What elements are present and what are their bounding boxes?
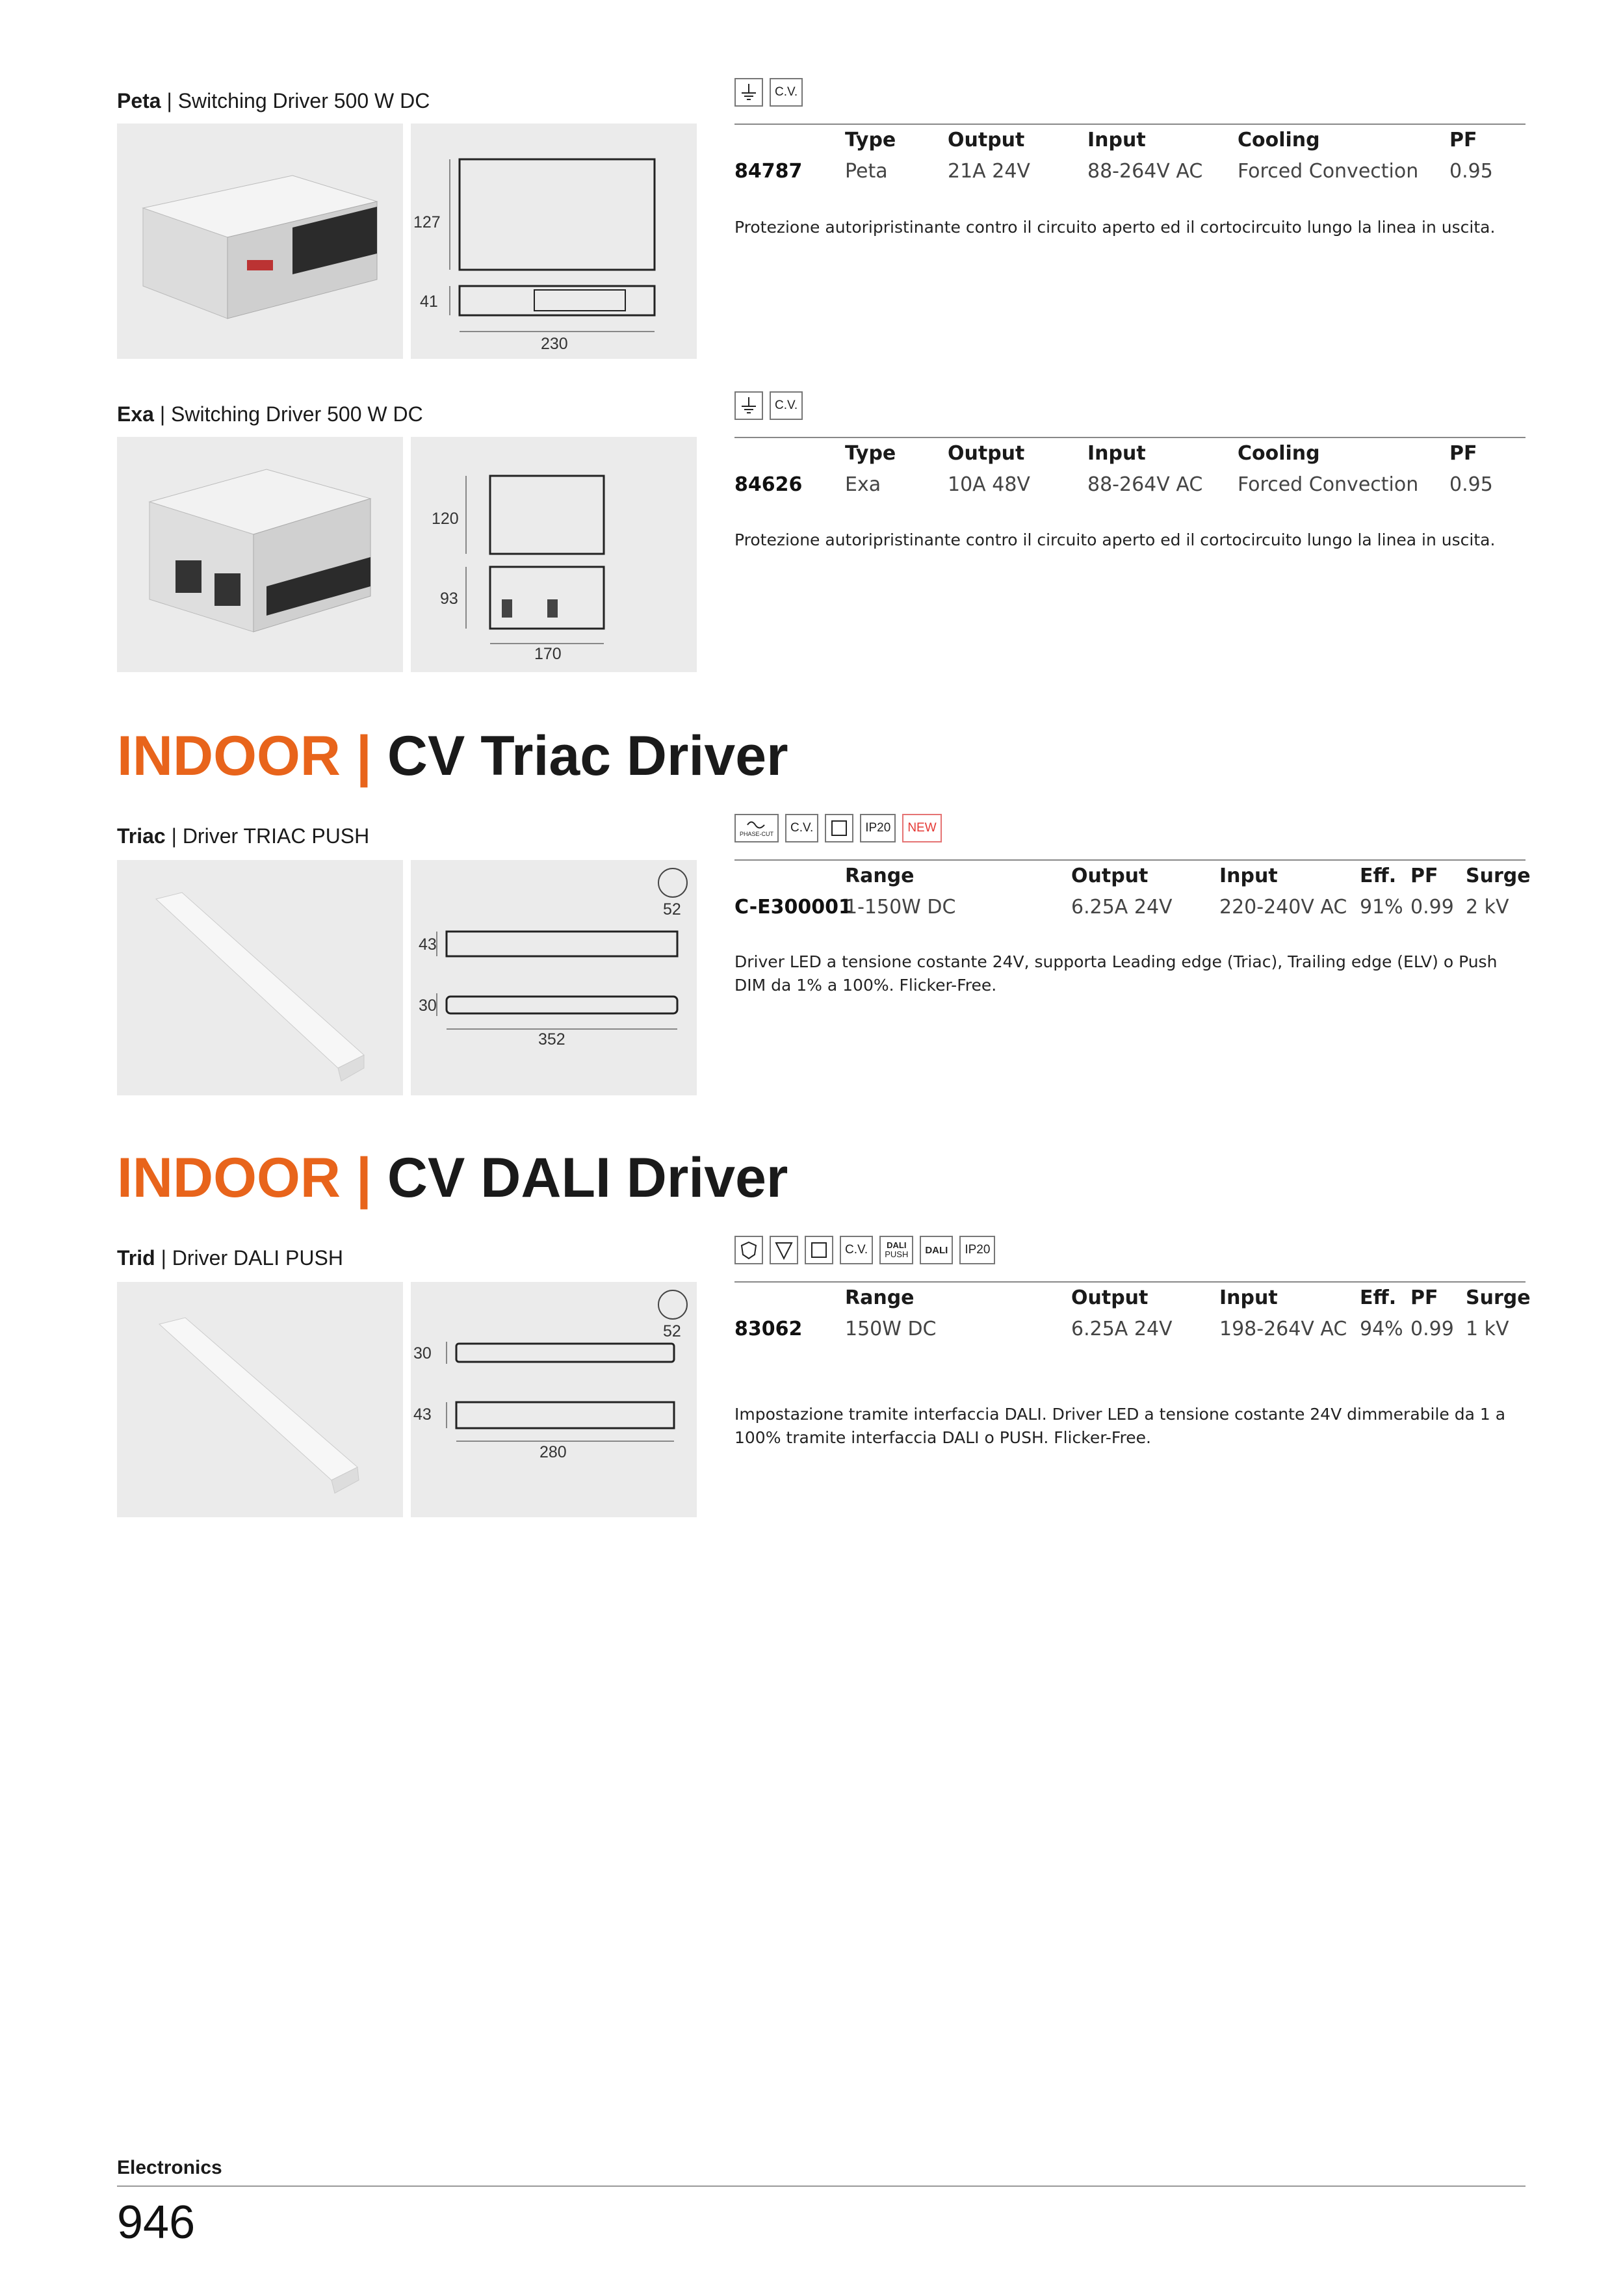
phase-cut-icon	[734, 814, 779, 842]
cv-badge: C.V.	[770, 78, 803, 107]
dim-depth: 43	[413, 1405, 432, 1424]
table-cell: 88-264V AC	[1087, 160, 1203, 183]
cv-badge: C.V.	[840, 1236, 873, 1264]
new-badge: NEW	[902, 814, 941, 842]
section-prefix: INDOOR |	[117, 1147, 372, 1209]
table-cell: Forced Convection	[1238, 473, 1419, 496]
divider	[734, 1281, 1526, 1283]
product-subtitle: Driver DALI PUSH	[172, 1246, 343, 1270]
dimension-drawing	[411, 124, 697, 359]
product-subtitle: Driver TRIAC PUSH	[182, 824, 370, 848]
cv-badge: C.V.	[785, 814, 818, 842]
dim-height: 127	[413, 213, 441, 231]
section-prefix: INDOOR |	[117, 725, 372, 787]
cert-icons	[734, 1236, 995, 1267]
col-header: Eff.	[1360, 865, 1397, 887]
product-name: Triac	[117, 824, 166, 848]
psu-photo-illustration	[117, 124, 403, 359]
product-subtitle: Switching Driver 500 W DC	[177, 89, 430, 112]
table-cell: 198-264V AC	[1219, 1318, 1347, 1340]
product-title: Peta | Switching Driver 500 W DC	[117, 89, 430, 112]
table-cell: 0.95	[1449, 160, 1493, 183]
ip-rating-badge: IP20	[959, 1236, 995, 1264]
cert-icons	[734, 814, 942, 845]
col-header: PF	[1449, 442, 1477, 465]
product-code: 84787	[734, 160, 803, 183]
col-header: Eff.	[1360, 1286, 1397, 1309]
table-cell: 1-150W DC	[845, 896, 956, 919]
dimension-drawing	[411, 1282, 697, 1517]
cert-icons	[734, 391, 803, 423]
table-cell: Exa	[845, 473, 881, 496]
footer-category: Electronics	[117, 2157, 222, 2178]
ground-icon	[734, 391, 763, 420]
product-photo	[117, 860, 403, 1095]
ip-rating-badge: IP20	[860, 814, 896, 842]
col-header: PF	[1449, 129, 1477, 151]
col-header: Input	[1219, 1286, 1278, 1309]
table-cell: 21A 24V	[948, 160, 1030, 183]
col-header: Surge	[1466, 865, 1531, 887]
col-header: Type	[845, 442, 896, 465]
driver-photo-illustration	[117, 1282, 403, 1517]
table-cell: 10A 48V	[948, 473, 1030, 496]
product-description: Protezione autoripristinante contro il circuito aperto ed il cortocircuito lungo la linea in uscita.	[734, 530, 1496, 549]
product-subtitle: Switching Driver 500 W DC	[171, 402, 423, 426]
col-header: Cooling	[1238, 442, 1320, 465]
product-code: C-E300001	[734, 896, 852, 919]
dimension-drawing	[411, 437, 697, 672]
product-photo	[117, 437, 403, 672]
col-header: PF	[1410, 1286, 1438, 1309]
col-header: Output	[948, 129, 1025, 151]
dim-depth: 93	[440, 590, 458, 608]
section-heading	[117, 724, 788, 789]
col-header: Cooling	[1238, 129, 1320, 151]
col-header: Input	[1219, 865, 1278, 887]
dimension-diagram	[411, 437, 697, 672]
dim-width: 352	[538, 1030, 565, 1049]
ground-icon	[734, 78, 763, 107]
divider	[734, 124, 1526, 125]
product-name: Trid	[117, 1246, 155, 1270]
divider	[734, 859, 1526, 861]
table-cell: 150W DC	[845, 1318, 937, 1340]
table-cell: 2 kV	[1466, 896, 1509, 919]
col-header: Input	[1087, 442, 1146, 465]
dim-depth: 30	[419, 997, 437, 1015]
dimension-diagram	[411, 124, 697, 359]
cv-badge: C.V.	[770, 391, 803, 420]
product-description: Driver LED a tensione costante 24V, supporta Leading edge (Triac), Trailing edge (ELV) o Push DIM da 1% a 100%. Flicker-Free.	[734, 952, 1498, 995]
driver-photo-illustration	[117, 860, 403, 1095]
col-header: Output	[948, 442, 1025, 465]
col-header: Type	[845, 129, 896, 151]
col-header: Range	[845, 1286, 915, 1309]
table-cell: 220-240V AC	[1219, 896, 1347, 919]
table-cell: 0.99	[1410, 1318, 1454, 1340]
table-cell: 0.95	[1449, 473, 1493, 496]
table-cell: 91%	[1360, 896, 1403, 919]
table-cell: 94%	[1360, 1318, 1403, 1340]
product-photo	[117, 124, 403, 359]
class-ii-icon	[805, 1236, 833, 1264]
col-header: Output	[1071, 865, 1149, 887]
col-header: PF	[1410, 865, 1438, 887]
dimension-diagram	[411, 1282, 697, 1517]
product-code: 84626	[734, 473, 803, 496]
dimming-icon	[658, 868, 687, 897]
dimension-diagram	[411, 860, 697, 1095]
dimming-icon	[658, 1290, 687, 1319]
dali-badge: DALI	[920, 1236, 953, 1264]
dim-height: 120	[432, 510, 459, 528]
temperature-100-icon	[770, 1236, 798, 1264]
dim-width: 280	[539, 1443, 567, 1461]
product-title: Triac | Driver TRIAC PUSH	[117, 824, 370, 848]
page-number: 946	[117, 2197, 196, 2249]
table-cell: Peta	[845, 160, 888, 183]
phase-cut-label: PHASE-CUT	[740, 831, 774, 837]
table-cell: 1 kV	[1466, 1318, 1509, 1340]
col-header: Range	[845, 865, 915, 887]
dim-height: 30	[413, 1344, 432, 1363]
section-heading	[117, 1145, 788, 1210]
divider	[734, 437, 1526, 438]
shield-icon	[734, 1236, 763, 1264]
table-cell: 88-264V AC	[1087, 473, 1203, 496]
dimension-drawing	[411, 860, 697, 1095]
product-description: Impostazione tramite interfaccia DALI. Driver LED a tensione costante 24V dimmerabile da 1 a 100% tramite interfaccia DALI o PUSH. Flicker-Free.	[734, 1405, 1506, 1447]
footer-divider	[117, 2185, 1526, 2187]
table-cell: 6.25A 24V	[1071, 896, 1173, 919]
dim-width: 170	[534, 645, 562, 663]
dim-dimming: 52	[663, 1322, 681, 1340]
psu-photo-illustration	[117, 437, 403, 672]
product-photo	[117, 1282, 403, 1517]
dim-width: 230	[541, 335, 568, 353]
product-name: Exa	[117, 402, 154, 426]
class-ii-icon	[825, 814, 853, 842]
col-header: Output	[1071, 1286, 1149, 1309]
dim-height: 43	[419, 935, 437, 954]
product-description: Protezione autoripristinante contro il circuito aperto ed il cortocircuito lungo la linea in uscita.	[734, 218, 1496, 237]
dim-depth: 41	[420, 293, 438, 311]
product-name: Peta	[117, 89, 161, 112]
dali-push-badge	[879, 1236, 913, 1264]
dim-dimming: 52	[663, 900, 681, 919]
push-label: PUSH	[885, 1249, 909, 1259]
col-header: Input	[1087, 129, 1146, 151]
dali-label: DALI	[887, 1240, 907, 1250]
product-title: Exa | Switching Driver 500 W DC	[117, 402, 423, 426]
table-cell: Forced Convection	[1238, 160, 1419, 183]
table-cell: 0.99	[1410, 896, 1454, 919]
table-cell: 6.25A 24V	[1071, 1318, 1173, 1340]
section-title: CV DALI Driver	[387, 1147, 788, 1209]
product-code: 83062	[734, 1318, 803, 1340]
product-title: Trid | Driver DALI PUSH	[117, 1246, 343, 1270]
cert-icons	[734, 78, 803, 109]
section-title: CV Triac Driver	[387, 725, 788, 787]
col-header: Surge	[1466, 1286, 1531, 1309]
